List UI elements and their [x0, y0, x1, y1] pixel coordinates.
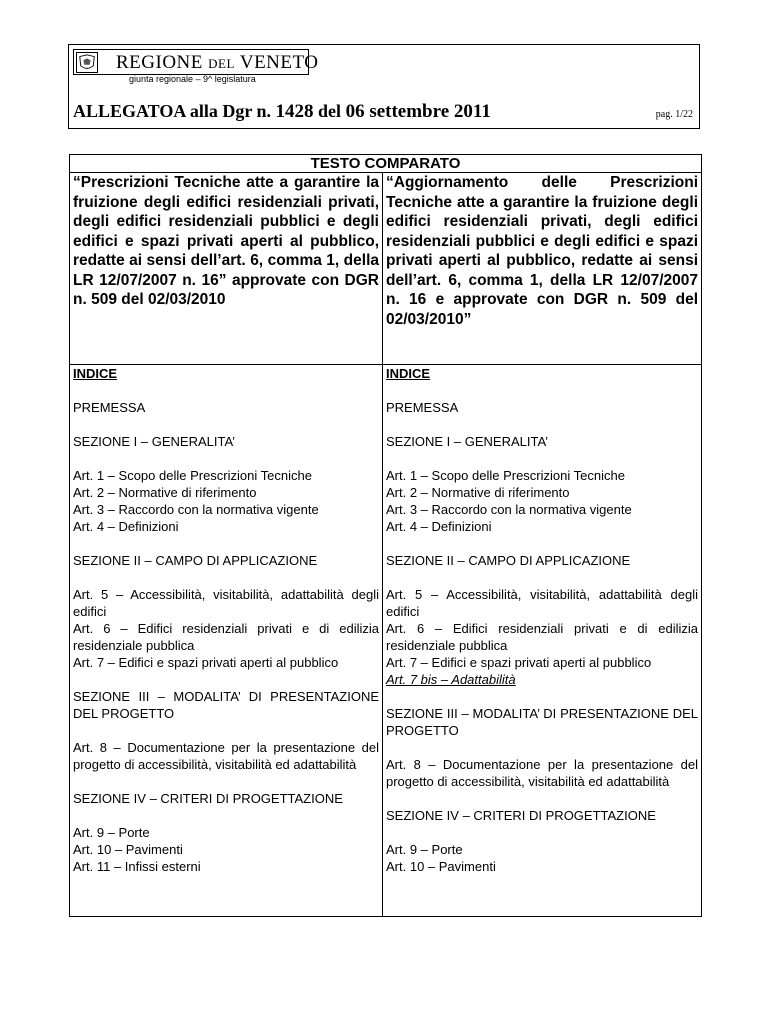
dgr-number: 1428: [275, 101, 314, 122]
right-art-7-bis: Art. 7 bis – Adattabilità: [386, 672, 516, 687]
left-indice: INDICE: [73, 366, 118, 381]
right-art-4: Art. 4 – Definizioni: [386, 519, 492, 534]
right-sezione-4: SEZIONE IV – CRITERI DI PROGETTAZIONE: [386, 808, 656, 823]
left-art-4: Art. 4 – Definizioni: [73, 519, 179, 534]
left-art-1: Art. 1 – Scopo delle Prescrizioni Tecniche: [73, 468, 312, 483]
table-heading: TESTO COMPARATO: [70, 155, 702, 173]
right-title: “Aggiornamento delle Prescrizioni Tecniche atte a garantire la fruizione degli edifici residenziali privati, degli edifici residenziali pubblici e degli edifici e spazi privati aperti al pubblico, redatte ai sensi dell’art. 6, comma 1, della LR 12/07/2007 n. 16 e approvate con DGR n. 509 del 02/03/2010”: [383, 173, 702, 365]
left-art-5: Art. 5 – Accessibilità, visitabilità, adattabilità degli edifici: [73, 587, 379, 619]
comparison-table: [69, 154, 702, 917]
left-premessa: PREMESSA: [73, 400, 146, 415]
left-art-8: Art. 8 – Documentazione per la presentazione del progetto di accessibilità, visitabilità ed adattabilità: [73, 740, 379, 772]
left-art-9: Art. 9 – Porte: [73, 825, 150, 840]
right-sezione-3: SEZIONE III – MODALITA’ DI PRESENTAZIONE DEL PROGETTO: [386, 706, 699, 738]
logo-main: REGIONE: [116, 52, 203, 73]
document-header: [68, 44, 700, 129]
right-sezione-1: SEZIONE I – GENERALITA’: [386, 434, 549, 449]
right-indice: INDICE: [386, 366, 431, 381]
logo-del: DEL: [208, 56, 235, 71]
left-art-7: Art. 7 – Edifici e spazi privati aperti al pubblico: [73, 655, 339, 670]
right-sezione-2: SEZIONE II – CAMPO DI APPLICAZIONE: [386, 553, 631, 568]
left-sezione-4: SEZIONE IV – CRITERI DI PROGETTAZIONE: [73, 791, 343, 806]
right-art-2: Art. 2 – Normative di riferimento: [386, 485, 570, 500]
right-art-8: Art. 8 – Documentazione per la presentazione del progetto di accessibilità, visitabilità ed adattabilità: [386, 757, 699, 789]
right-art-3: Art. 3 – Raccordo con la normativa vigente: [386, 502, 632, 517]
left-art-2: Art. 2 – Normative di riferimento: [73, 485, 257, 500]
right-premessa: PREMESSA: [386, 400, 459, 415]
right-index-column: [383, 365, 702, 917]
right-art-7: Art. 7 – Edifici e spazi privati aperti al pubblico: [386, 655, 652, 670]
page-number: pag. 1/22: [655, 109, 693, 120]
left-sezione-3: SEZIONE III – MODALITA’ DI PRESENTAZIONE DEL PROGETTO: [73, 689, 379, 721]
allegato-line: [73, 101, 491, 123]
left-art-10: Art. 10 – Pavimenti: [73, 842, 183, 857]
left-sezione-1: SEZIONE I – GENERALITA’: [73, 434, 236, 449]
right-art-6: Art. 6 – Edifici residenziali privati e di edilizia residenziale pubblica: [386, 621, 699, 653]
regione-veneto-logo: [73, 49, 319, 75]
right-art-9: Art. 9 – Porte: [386, 842, 463, 857]
left-art-6: Art. 6 – Edifici residenziali privati e di edilizia residenziale pubblica: [73, 621, 379, 653]
right-art-10: Art. 10 – Pavimenti: [386, 859, 496, 874]
left-title: “Prescrizioni Tecniche atte a garantire la fruizione degli edifici residenziali privati, degli edifici residenziali pubblici e degli edifici e spazi privati aperti al pubblico, redatte ai sensi dell’art. 6, comma 1, della LR 12/07/2007 n. 16” approvate con DGR n. 509 del 02/03/2010: [70, 173, 383, 365]
dgr-date: 06 settembre 2011: [345, 101, 491, 122]
giunta-subtitle: giunta regionale – 9^ legislatura: [129, 74, 256, 84]
regional-crest-icon: [76, 52, 98, 73]
left-art-3: Art. 3 – Raccordo con la normativa vigente: [73, 502, 319, 517]
left-index-column: [70, 365, 383, 917]
logo-name: VENETO: [239, 52, 319, 73]
left-art-11: Art. 11 – Infissi esterni: [73, 859, 201, 874]
allegato-prefix: ALLEGATOA alla Dgr n.: [73, 101, 272, 121]
right-art-5: Art. 5 – Accessibilità, visitabilità, adattabilità degli edifici: [386, 587, 699, 619]
logo-wordmark: [116, 52, 318, 74]
left-sezione-2: SEZIONE II – CAMPO DI APPLICAZIONE: [73, 553, 318, 568]
del-word: del: [318, 101, 342, 121]
right-art-1: Art. 1 – Scopo delle Prescrizioni Tecniche: [386, 468, 625, 483]
